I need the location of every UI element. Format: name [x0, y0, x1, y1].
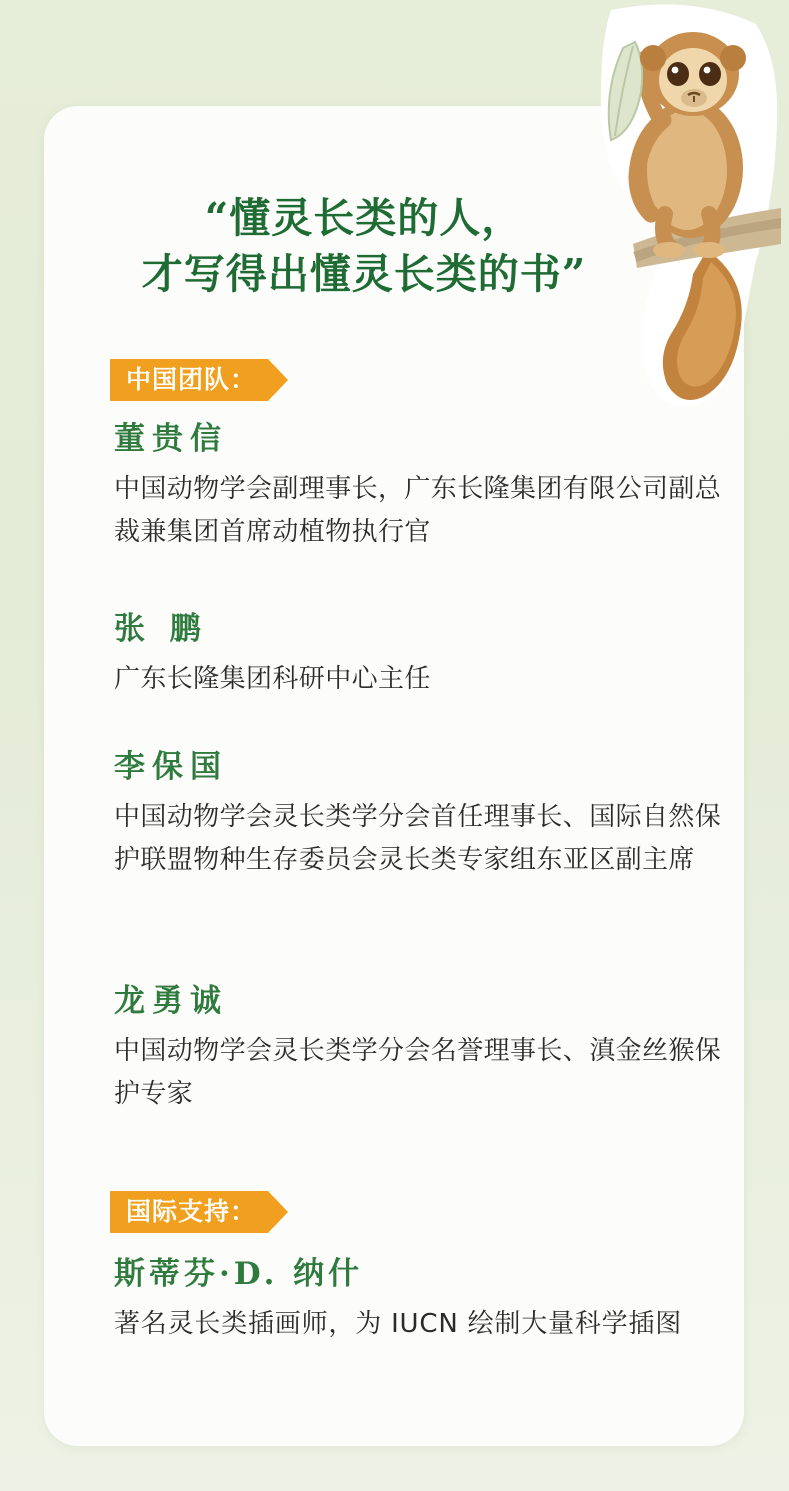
- title-line-2: 才写得出懂灵长类的书”: [141, 250, 587, 298]
- person-entry: [114, 416, 734, 554]
- person-entry: [114, 978, 734, 1116]
- section-tag-china-team: 中国团队：: [110, 359, 268, 401]
- person-entry: [114, 606, 734, 701]
- person-entry: [114, 744, 734, 882]
- person-name: 董贵信: [114, 421, 228, 457]
- person-description: 著名灵长类插画师，为 IUCN 绘制大量科学插图: [114, 1309, 683, 1339]
- person-name: 斯蒂芬·D. 纳什: [114, 1256, 364, 1292]
- person-description: 中国动物学会灵长类学分会首任理事长、国际自然保护联盟物种生存委员会灵长类专家组东亚区副主席: [114, 802, 722, 875]
- person-description: 中国动物学会灵长类学分会名誉理事长、滇金丝猴保护专家: [114, 1036, 722, 1109]
- page-title: [44, 190, 684, 302]
- card-inner: [44, 106, 744, 1446]
- person-name: 张 鹏: [114, 611, 208, 647]
- person-name: 李保国: [114, 749, 228, 785]
- section-tag-international-support: 国际支持：: [110, 1191, 268, 1233]
- person-description: 中国动物学会副理事长，广东长隆集团有限公司副总裁兼集团首席动植物执行官: [114, 474, 722, 547]
- person-entry: [114, 1251, 734, 1346]
- title-line-1: “懂灵长类的人，: [204, 194, 524, 242]
- person-name: 龙勇诚: [114, 983, 228, 1019]
- content-card: [44, 106, 744, 1446]
- person-description: 广东长隆集团科研中心主任: [114, 664, 431, 694]
